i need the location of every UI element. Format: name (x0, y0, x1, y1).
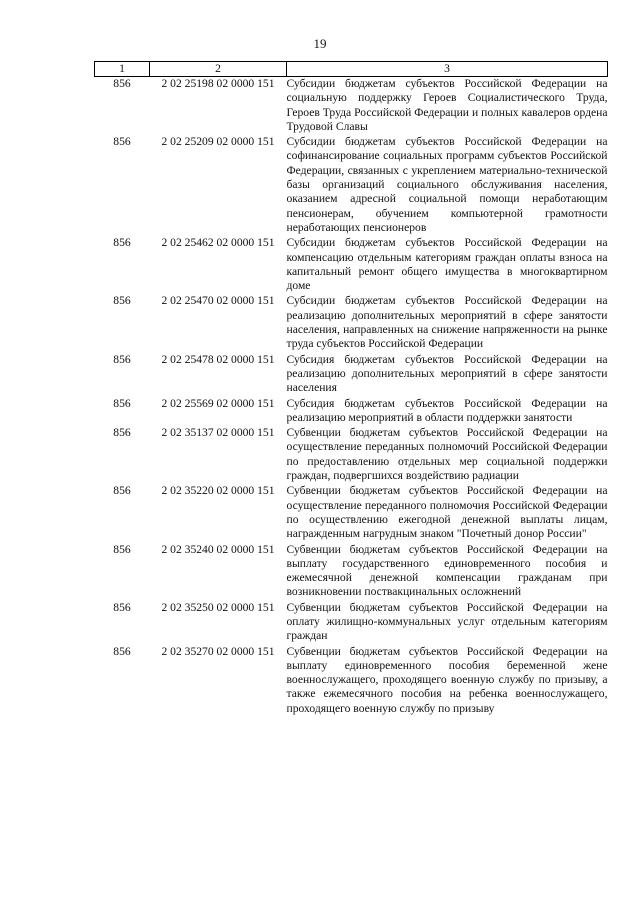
admin-code: 856 (113, 77, 131, 90)
revenue-code: 2 02 25462 02 0000 151 (161, 236, 275, 250)
revenue-description: Субвенции бюджетам субъектов Российской Федерации на выплату государственного единовременного пособия и ежемесячной денежной компенсации гражданам при возникновении поствакцинальных осложнений (286, 542, 608, 599)
revenue-code: 2 02 25470 02 0000 151 (161, 294, 275, 308)
revenue-description: Субсидии бюджетам субъектов Российской Федерации на софинансирование социальных программ субъектов Российской Федерации, связанных с укреплением материально-технической базы организаций социального обслуживания населения, оказанием адресной социальной помощи неработающим пенсионерам, обучением компьютерной грамотности неработающих пенсионеров (286, 135, 608, 234)
table-row (95, 135, 608, 236)
revenue-description: Субвенции бюджетам субъектов Российской Федерации на осуществление переданных полномочий Российской Федерации по предоставлению отдельных мер социальной поддержки граждан, подвергшихся воздействию радиации (286, 426, 608, 483)
table-row (95, 484, 608, 542)
table-row (95, 397, 608, 427)
revenue-code: 2 02 35220 02 0000 151 (161, 484, 275, 498)
revenue-description: Субсидии бюджетам субъектов Российской Федерации на социальную поддержку Героев Социалистического Труда, Героев Труда Российской Федерации и полных кавалеров ордена Трудовой Славы (286, 77, 608, 133)
revenue-description: Субвенции бюджетам субъектов Российской Федерации на осуществление переданного полномочия Российской Федерации по осуществлению ежегодной денежной выплаты лицам, награжденным нагрудным знаком "Почетный донор России" (286, 484, 608, 541)
admin-code: 856 (113, 352, 131, 366)
table-row (95, 426, 608, 484)
revenue-description: Субсидия бюджетам субъектов Российской Федерации на реализацию мероприятий в области поддержки занятости (286, 396, 608, 424)
table-row (95, 645, 608, 717)
revenue-code: 2 02 25198 02 0000 151 (161, 77, 275, 90)
page-number: 19 (313, 36, 327, 51)
revenue-description: Субвенции бюджетам субъектов Российской Федерации на выплату единовременного пособия беременной жене военнослужащего, проходящего военную службу по призыву, а также ежемесячного пособия на ребенка военнослужащего, проходящего военную службу по призыву (286, 644, 608, 715)
revenue-description: Субсидия бюджетам субъектов Российской Федерации на реализацию дополнительных мероприятий в сфере занятости населения (286, 352, 608, 395)
revenue-code: 2 02 25569 02 0000 151 (161, 396, 275, 410)
admin-code: 856 (113, 542, 131, 556)
table-row (95, 543, 608, 601)
admin-code: 856 (113, 294, 131, 308)
revenue-code: 2 02 25478 02 0000 151 (161, 352, 275, 366)
table-row (95, 294, 608, 352)
table-row (95, 236, 608, 294)
column-header-2: 2 (150, 62, 287, 77)
admin-code: 856 (113, 600, 131, 614)
admin-code: 856 (113, 644, 131, 658)
admin-code: 856 (113, 135, 131, 149)
revenue-description: Субсидии бюджетам субъектов Российской Федерации на компенсацию отдельным категориям граждан оплаты взноса на капитальный ремонт общего имущества в многоквартирном доме (286, 236, 608, 293)
table-header-row (95, 62, 608, 77)
budget-classification-table (94, 61, 608, 717)
revenue-description: Субсидии бюджетам субъектов Российской Федерации на реализацию дополнительных мероприятий в сфере занятости населения, направленных на снижение напряженности на рынке труда субъектов Российской Федерации (286, 294, 608, 351)
revenue-code: 2 02 35137 02 0000 151 (161, 426, 275, 440)
column-header-1: 1 (95, 62, 150, 77)
admin-code: 856 (113, 426, 131, 440)
table-row (95, 601, 608, 645)
table-row (95, 353, 608, 397)
admin-code: 856 (113, 484, 131, 498)
admin-code: 856 (113, 236, 131, 250)
table-row (95, 77, 608, 136)
revenue-code: 2 02 35270 02 0000 151 (161, 644, 275, 658)
revenue-code: 2 02 35250 02 0000 151 (161, 600, 275, 614)
revenue-description: Субвенции бюджетам субъектов Российской Федерации на оплату жилищно-коммунальных услуг отдельным категориям граждан (286, 600, 608, 643)
column-header-3: 3 (287, 62, 608, 77)
admin-code: 856 (113, 396, 131, 410)
revenue-code: 2 02 35240 02 0000 151 (161, 542, 275, 556)
revenue-code: 2 02 25209 02 0000 151 (161, 135, 275, 149)
